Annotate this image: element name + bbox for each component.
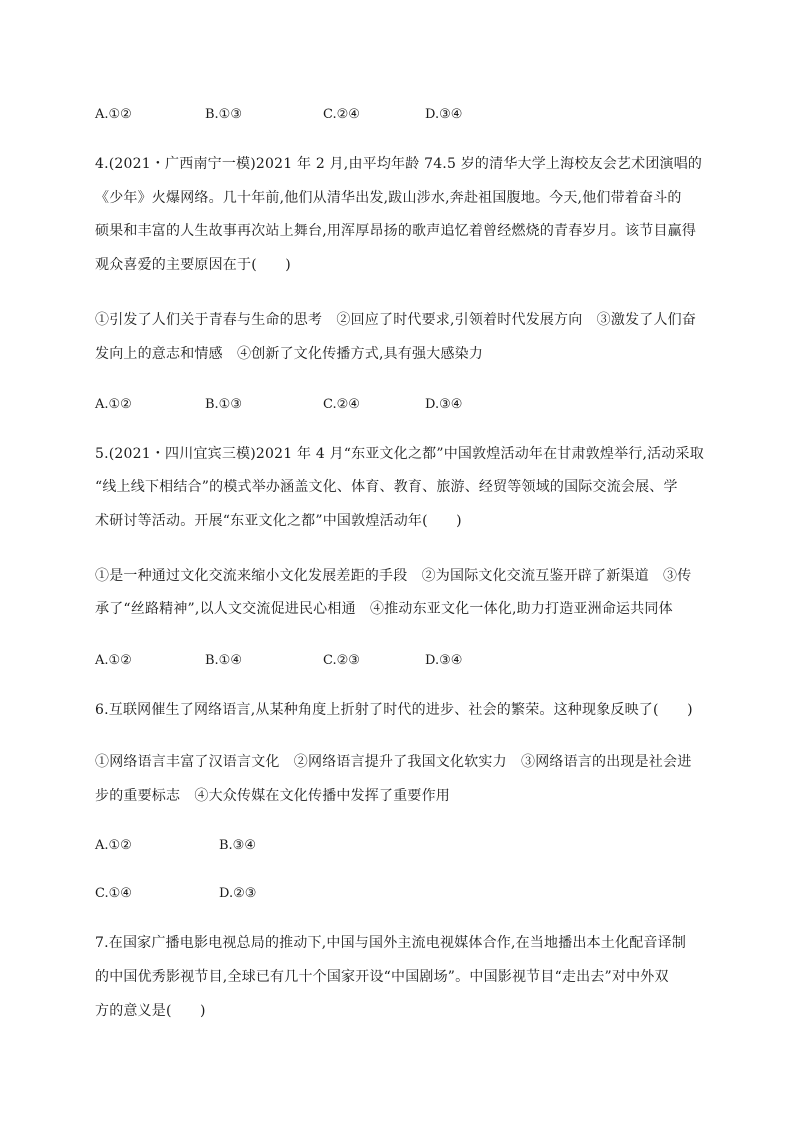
q5-option-b[interactable]: B.①④ <box>205 653 242 668</box>
q7-stem-line-2: 的中国优秀影视节目,全球已有几十个国家开设“中国剧场”。中国影视节目“走出去”对中外双 <box>95 969 669 985</box>
q4-stem-line-1: 4.(2021・广西南宁一模)2021 年 2 月,由平均年龄 74.5 岁的清华大学上海校友会艺术团演唱的 <box>95 156 703 172</box>
q5-stem-line-3: 术研讨等活动。开展“东亚文化之都”中国敦煌活动年( ) <box>95 513 462 529</box>
q4-stem-line-3: 硕果和丰富的人生故事再次站上舞台,用浑厚昂扬的歌声追忆着曾经燃烧的青春岁月。该节目赢得 <box>95 223 697 239</box>
q6-statement-line-1: ①网络语言丰富了汉语言文化 ②网络语言提升了我国文化软实力 ③网络语言的出现是社会进 <box>95 754 692 770</box>
q4-option-a[interactable]: A.①② <box>95 397 132 412</box>
q4-stem-line-4: 观众喜爱的主要原因在于( ) <box>95 257 291 273</box>
q4-stem-line-2: 《少年》火爆网络。几十年前,他们从清华出发,跋山涉水,奔赴祖国腹地。今天,他们带着奋斗的 <box>95 190 682 206</box>
q5-statement-line-2: 承了“丝路精神”,以人文交流促进民心相通 ④推动东亚文化一体化,助力打造亚洲命运共同体 <box>95 601 673 617</box>
q5-stem-line-1: 5.(2021・四川宜宾三模)2021 年 4 月“东亚文化之都”中国敦煌活动年在甘肃敦煌举行,活动采取 <box>95 446 704 462</box>
q5-option-a[interactable]: A.①② <box>95 653 132 668</box>
q6-statement-line-2: 步的重要标志 ④大众传媒在文化传播中发挥了重要作用 <box>95 788 450 804</box>
q3-option-a[interactable]: A.①② <box>95 107 132 122</box>
q5-option-d[interactable]: D.③④ <box>425 653 463 668</box>
q5-stem-line-2: “线上线下相结合”的模式举办涵盖文化、体育、教育、旅游、经贸等领域的国际交流会展、学 <box>95 479 678 495</box>
q4-statement-line-1: ①引发了人们关于青春与生命的思考 ②回应了时代要求,引领着时代发展方向 ③激发了人们奋 <box>95 312 697 328</box>
q3-option-d[interactable]: D.③④ <box>425 107 463 122</box>
q6-stem-line-1: 6.互联网催生了网络语言,从某种角度上折射了时代的进步、社会的繁荣。这种现象反映了( ) <box>95 702 693 718</box>
q6-option-a[interactable]: A.①② <box>95 838 132 853</box>
q4-statement-line-2: 发向上的意志和情感 ④创新了文化传播方式,具有强大感染力 <box>95 346 484 362</box>
q6-option-b[interactable]: B.③④ <box>219 838 256 853</box>
q7-stem-line-3: 方的意义是( ) <box>95 1003 206 1019</box>
q5-statement-line-1: ①是一种通过文化交流来缩小文化发展差距的手段 ②为国际文化交流互鉴开辟了新渠道 ③传 <box>95 568 692 584</box>
q3-option-c[interactable]: C.②④ <box>323 107 360 122</box>
q6-option-c[interactable]: C.①④ <box>95 886 132 901</box>
q5-option-c[interactable]: C.②③ <box>323 653 360 668</box>
q3-option-b[interactable]: B.①③ <box>205 107 242 122</box>
q7-stem-line-1: 7.在国家广播电影电视总局的推动下,中国与国外主流电视媒体合作,在当地播出本土化配音译制 <box>95 935 687 951</box>
q4-option-c[interactable]: C.②④ <box>323 397 360 412</box>
q6-option-d[interactable]: D.②③ <box>219 886 257 901</box>
q4-option-b[interactable]: B.①③ <box>205 397 242 412</box>
q4-option-d[interactable]: D.③④ <box>425 397 463 412</box>
